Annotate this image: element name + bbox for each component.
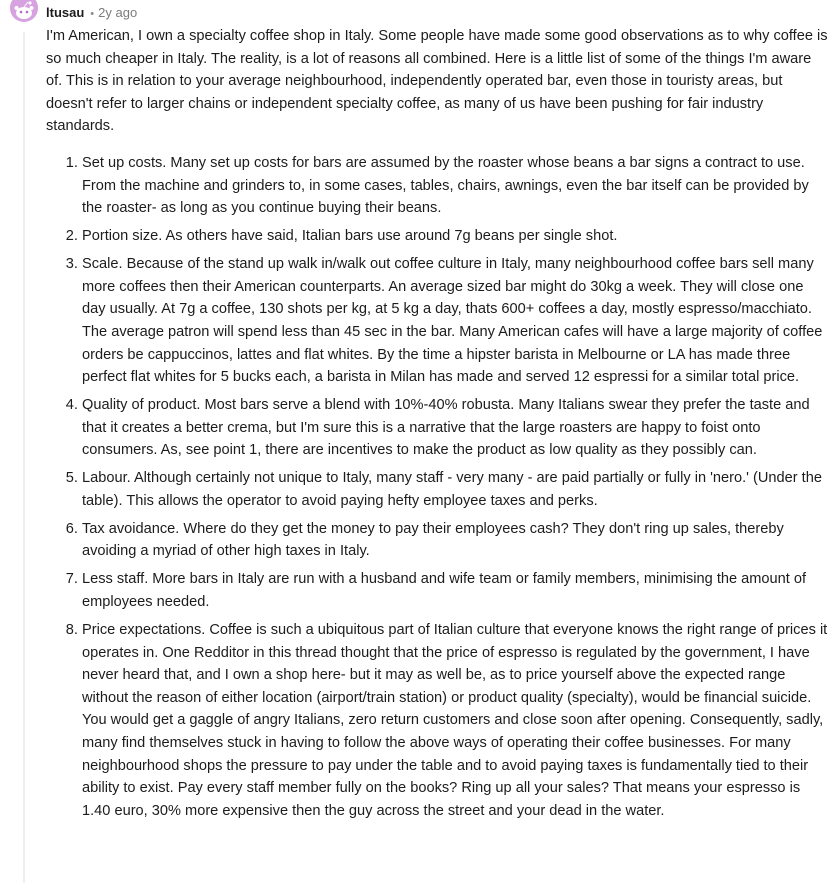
thread-line[interactable] xyxy=(23,32,25,883)
author-link[interactable]: ltusau xyxy=(46,5,85,20)
meta-separator: • xyxy=(90,8,95,20)
list-item: 2. Portion size. As others have said, Italian bars use around 7g beans per single shot. xyxy=(82,225,828,248)
list-item: 4. Quality of product. Most bars serve a blend with 10%-40% robusta. Many Italians swear they prefer the taste and that it creates a better crema, but I'm sure this is a narrative that the large roasters are happy to foist onto consumers. As, see point 1, there are incentives to make the product as low quality as they possibly can. xyxy=(82,394,828,462)
comment-meta xyxy=(46,4,137,22)
list-item: 5. Labour. Although certainly not unique to Italy, many staff - very many - are paid partially or fully in 'nero.' (Under the table). This allows the operator to avoid paying hefty employee taxes and perks. xyxy=(82,467,828,512)
comment-intro: I'm American, I own a specialty coffee shop in Italy. Some people have made some good observations as to why coffee is so much cheaper in Italy. The reality, is a lot of reasons all combined. Here is a little list of some of the things I'm aware of. This is in relation to your average neighbourhood, independently operated bar, even those in touristy areas, but doesn't refer to larger chains or independent specialty coffee, as many of us have been pushing for fair industry standards. xyxy=(46,28,828,135)
avatar[interactable] xyxy=(10,0,38,22)
points-list xyxy=(46,152,828,822)
comment-timestamp[interactable]: 2y ago xyxy=(98,5,138,20)
list-item: 3. Scale. Because of the stand up walk in/walk out coffee culture in Italy, many neighbourhood coffee bars sell many more coffees then their American counterparts. An average sized bar might do 30kg a week. They will close one day usually. At 7g a coffee, 130 shots per kg, at 5 kg a day, thats 600+ coffees a day, mostly espresso/macchiato. The average patron will spend less than 45 sec in the bar. Many American cafes will have a large majority of coffee orders be cappuccinos, lattes and flat whites. By the time a hipster barista in Melbourne or LA has made three perfect flat whites for 5 bucks each, a barista in Milan has made and served 12 espressi for a similar total price. xyxy=(82,253,828,389)
list-item: 8. Price expectations. Coffee is such a ubiquitous part of Italian culture that everyone knows the right range of prices it operates in. One Redditor in this thread thought that the price of espresso is regulated by the government, I have never heard that, and I own a shop here- but it may as well be, as to price yourself above the expected range without the reason of either location (airport/train station) or product quality (specialty), would be financial suicide. You would get a gaggle of angry Italians, zero return customers and close soon after opening. Consequently, sadly, many find themselves stuck in having to follow the above ways of operating their coffee businesses. For many neighbourhood shops the pressure to pay under the table and to avoid paying taxes is fundamentally tied to their ability to exist. Pay every staff member fully on the books? Ring up all your sales? That means your espresso is 1.40 euro, 30% more expensive then the guy across the street and your dead in the water. xyxy=(82,619,828,822)
list-item: 7. Less staff. More bars in Italy are run with a husband and wife team or family members, minimising the amount of employees needed. xyxy=(82,568,828,613)
snoo-avatar-icon xyxy=(10,0,38,22)
list-item: 1. Set up costs. Many set up costs for bars are assumed by the roaster whose beans a bar signs a contract to use. From the machine and grinders to, in some cases, tables, chairs, awnings, even the bar itself can be provided by the roaster- as long as you continue buying their beans. xyxy=(82,152,828,220)
comment-body xyxy=(46,25,828,828)
list-item: 6. Tax avoidance. Where do they get the money to pay their employees cash? They don't ring up sales, thereby avoiding a myriad of other high taxes in Italy. xyxy=(82,518,828,563)
